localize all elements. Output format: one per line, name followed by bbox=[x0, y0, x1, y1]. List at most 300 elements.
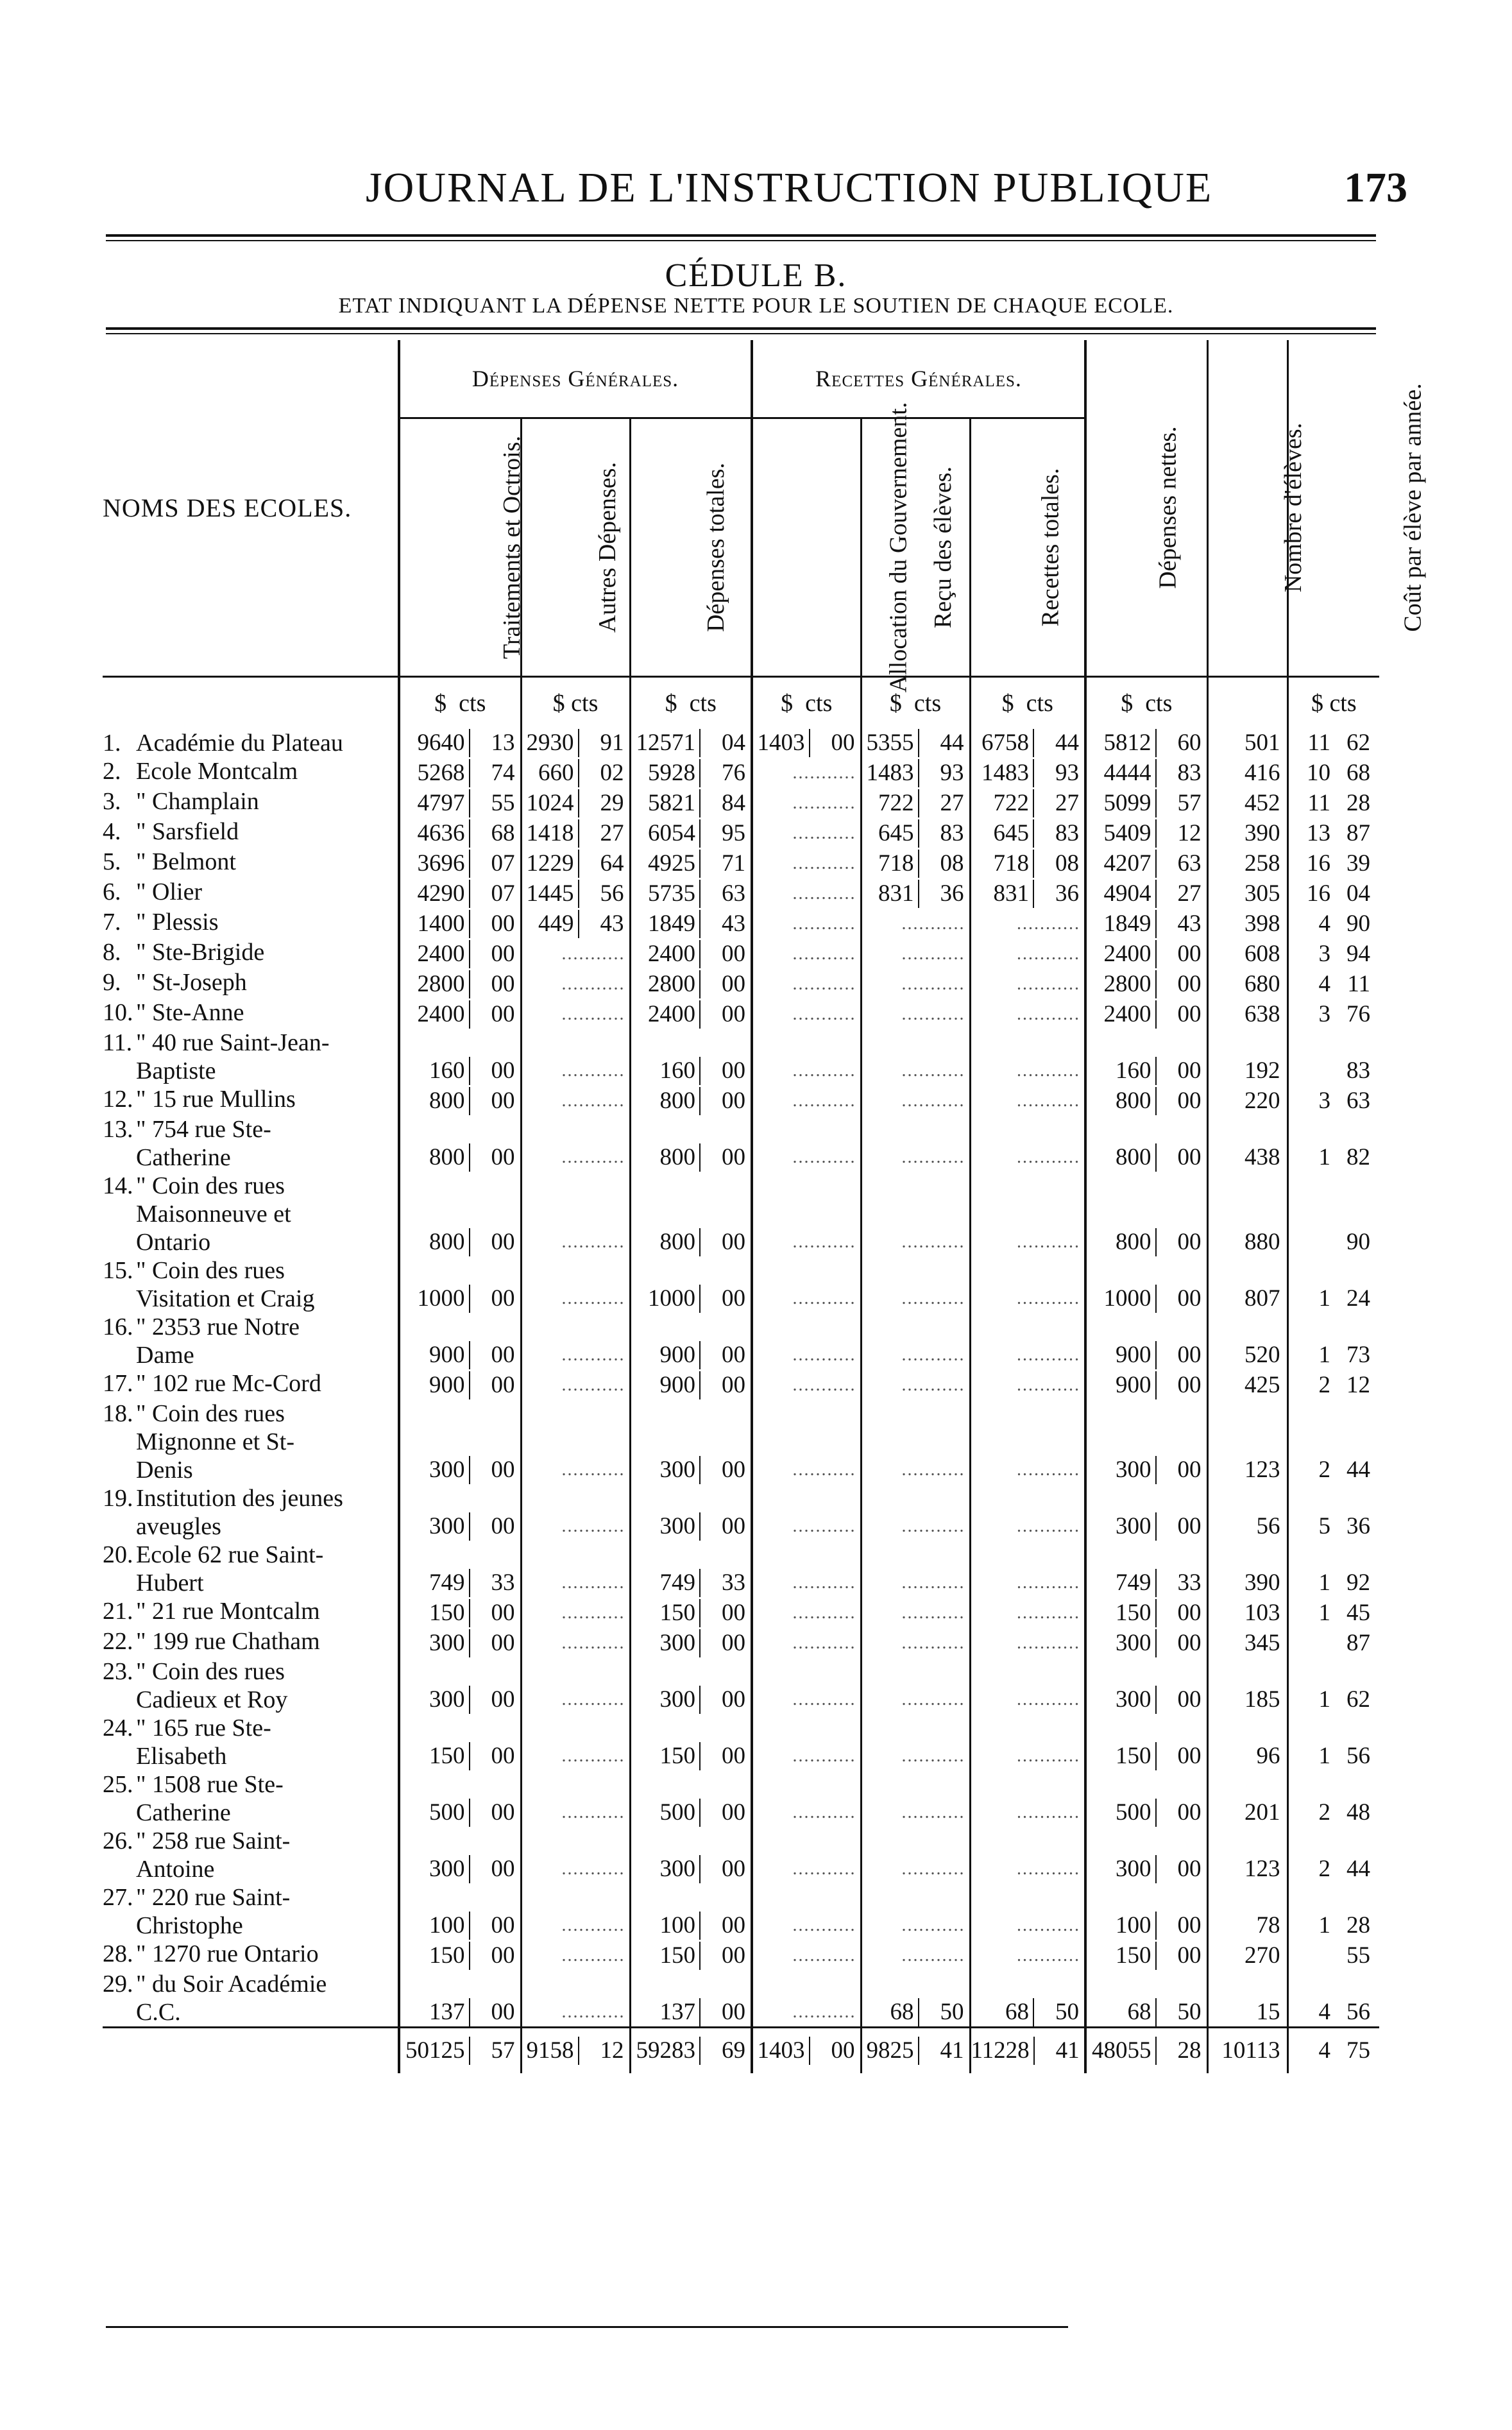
table-row bbox=[103, 1369, 1379, 1399]
autres-cell bbox=[521, 1313, 630, 1369]
leader-dots: ........... bbox=[792, 1946, 856, 1965]
rect-cell bbox=[970, 1484, 1085, 1541]
cents-value: 00 bbox=[1155, 940, 1203, 968]
rect-cell bbox=[970, 1085, 1085, 1115]
dollar-value: 160 bbox=[659, 1057, 696, 1084]
alloc-cell bbox=[752, 1313, 861, 1369]
autres-cell bbox=[521, 1172, 630, 1256]
autres-cell bbox=[521, 1484, 630, 1541]
dollar-value: 11228 bbox=[971, 2037, 1030, 2064]
dollar-value: 722 bbox=[993, 790, 1030, 816]
running-header bbox=[0, 164, 1512, 221]
bottom-rule bbox=[106, 2326, 1068, 2328]
dollar-value: 5099 bbox=[1103, 790, 1151, 816]
row-number: 5. bbox=[103, 848, 121, 875]
nombre-eleves-cell: 96 bbox=[1207, 1714, 1287, 1770]
dollar-value: 718 bbox=[993, 850, 1030, 877]
autres-cell bbox=[521, 1597, 630, 1627]
leader-dots: ........... bbox=[1017, 1859, 1081, 1879]
nettes-cell bbox=[1085, 1085, 1207, 1115]
traitements-header: Traitements et Octrois. bbox=[399, 418, 521, 677]
row-number: 6. bbox=[103, 878, 121, 905]
cents-value: 63 bbox=[699, 880, 747, 908]
leader-dots: ........... bbox=[901, 944, 965, 964]
cents-value: 76 bbox=[699, 759, 747, 787]
cents-value: 00 bbox=[699, 1855, 747, 1883]
alloc-cell bbox=[752, 908, 861, 938]
school-name: Ecole Montcalm bbox=[136, 758, 298, 785]
school-name-cell bbox=[103, 938, 399, 968]
leader-dots: ........... bbox=[901, 1061, 965, 1081]
dollar-value: 5735 bbox=[648, 880, 696, 907]
row-number: 15. bbox=[103, 1257, 133, 1284]
alloc-cell bbox=[752, 998, 861, 1029]
dep-cell bbox=[630, 817, 752, 848]
cents-value: 04 bbox=[1346, 880, 1371, 907]
school-name: " 1508 rue Ste-Catherine bbox=[136, 1771, 284, 1826]
dollar-value: 5268 bbox=[417, 760, 465, 786]
cents-value: 00 bbox=[1155, 1143, 1203, 1172]
dollar-value: 800 bbox=[1116, 1088, 1151, 1114]
dollar-value: 718 bbox=[878, 850, 914, 877]
leader-dots: ........... bbox=[901, 1802, 965, 1822]
leader-dots: ........... bbox=[792, 1232, 856, 1252]
dollar-value: 16 bbox=[1307, 880, 1331, 907]
dollar-value: 300 bbox=[429, 1513, 465, 1539]
cents-value: 00 bbox=[699, 1998, 747, 2026]
dollar-value: 749 bbox=[659, 1570, 696, 1596]
nettes-cell bbox=[1085, 1883, 1207, 1940]
autres-cell bbox=[521, 968, 630, 998]
cout-par-eleve-cell bbox=[1287, 1827, 1379, 1883]
cents-value: 00 bbox=[469, 970, 516, 998]
school-name-cell bbox=[103, 1029, 399, 1085]
cents-value: 36 bbox=[918, 880, 965, 908]
leader-dots: ........... bbox=[901, 1232, 965, 1252]
cents-value: 07 bbox=[469, 880, 516, 908]
cents-value: 69 bbox=[699, 2037, 747, 2065]
cents-value: 00 bbox=[699, 1143, 747, 1172]
cents-value: 41 bbox=[1033, 2037, 1081, 2065]
alloc-cell bbox=[752, 1369, 861, 1399]
dollar-value: 2400 bbox=[1103, 1001, 1151, 1027]
depenses-totales-header: Dépenses totales. bbox=[630, 418, 752, 677]
cents-value: 93 bbox=[918, 759, 965, 787]
dollar-value: 1 bbox=[1318, 1570, 1331, 1596]
dollar-value: 150 bbox=[1116, 1743, 1151, 1769]
school-name: " Coin des rues Maisonneuve et Ontario bbox=[136, 1172, 291, 1256]
nombre-eleves-cell: 608 bbox=[1207, 938, 1287, 968]
cents-value: 00 bbox=[469, 1057, 516, 1085]
cents-value: 00 bbox=[1155, 1371, 1203, 1399]
row-number: 9. bbox=[103, 969, 121, 996]
trait-cell bbox=[399, 1657, 521, 1714]
school-name: " Coin des rues Cadieux et Roy bbox=[136, 1658, 288, 1713]
leader-dots: ........... bbox=[1017, 1573, 1081, 1593]
school-name-cell bbox=[103, 729, 399, 757]
cents-value: 27 bbox=[918, 789, 965, 817]
dollar-value: 831 bbox=[878, 880, 914, 907]
leader-dots: ........... bbox=[901, 1091, 965, 1111]
recettes-totales-header: Recettes totales. bbox=[970, 418, 1085, 677]
alloc-cell bbox=[752, 1770, 861, 1827]
row-number: 22. bbox=[103, 1628, 133, 1655]
leader-dots: ........... bbox=[792, 853, 856, 873]
rect-cell bbox=[970, 968, 1085, 998]
rect-cell bbox=[970, 1627, 1085, 1657]
leader-dots: ........... bbox=[561, 1633, 625, 1653]
row-number: 17. bbox=[103, 1370, 133, 1397]
alloc-cell bbox=[752, 1085, 861, 1115]
leader-dots: ........... bbox=[792, 974, 856, 994]
rect-cell bbox=[970, 1313, 1085, 1369]
alloc-cell bbox=[752, 787, 861, 817]
row-number: 18. bbox=[103, 1400, 133, 1427]
leader-dots: ........... bbox=[561, 1915, 625, 1935]
dollar-value: 1 bbox=[1318, 1342, 1331, 1368]
rect-cell bbox=[970, 1597, 1085, 1627]
dollar-value: 5355 bbox=[866, 730, 914, 756]
nombre-eleves-cell: 638 bbox=[1207, 998, 1287, 1029]
dollar-value: 300 bbox=[1116, 1856, 1151, 1882]
nettes-cell bbox=[1085, 998, 1207, 1029]
leader-dots: ........... bbox=[792, 2002, 856, 2022]
table-row bbox=[103, 1657, 1379, 1714]
dollar-value: 1849 bbox=[648, 911, 696, 937]
leader-dots: ........... bbox=[901, 1633, 965, 1653]
cents-value: 00 bbox=[699, 1228, 747, 1256]
dollar-value: 1 bbox=[1318, 1912, 1331, 1938]
nettes-cell bbox=[1085, 1484, 1207, 1541]
nombre-eleves-cell: 258 bbox=[1207, 848, 1287, 878]
leader-dots: ........... bbox=[792, 763, 856, 783]
dollar-value: 300 bbox=[429, 1686, 465, 1713]
cents-value: 28 bbox=[1346, 1912, 1371, 1938]
autres-cell bbox=[521, 1657, 630, 1714]
dep-cell bbox=[630, 1627, 752, 1657]
alloc-cell bbox=[752, 1256, 861, 1313]
cents-value: 00 bbox=[1155, 1456, 1203, 1484]
table-row bbox=[103, 1541, 1379, 1597]
alloc-cell bbox=[752, 1115, 861, 1172]
dollar-value: 6054 bbox=[648, 820, 696, 846]
cents-value: 90 bbox=[1346, 911, 1371, 937]
dollar-value: 100 bbox=[1116, 1912, 1151, 1938]
cents-value: 56 bbox=[1346, 1999, 1371, 2025]
leader-dots: ........... bbox=[1017, 1375, 1081, 1395]
leader-dots: ........... bbox=[1017, 1802, 1081, 1822]
dep-cell bbox=[630, 1940, 752, 1970]
nettes-cell bbox=[1085, 1029, 1207, 1085]
nettes-cell bbox=[1085, 1313, 1207, 1369]
school-name: " 258 rue Saint-Antoine bbox=[136, 1827, 291, 1883]
rect-cell bbox=[970, 1714, 1085, 1770]
row-number: 16. bbox=[103, 1313, 133, 1340]
cents-value: 75 bbox=[1346, 2037, 1371, 2064]
school-name: " 15 rue Mullins bbox=[136, 1086, 296, 1113]
cents-value: 13 bbox=[469, 729, 516, 757]
autres-cell bbox=[521, 2028, 630, 2074]
school-name-cell bbox=[103, 1970, 399, 2028]
school-name-cell bbox=[103, 1770, 399, 1827]
recu-cell bbox=[861, 787, 970, 817]
cents-value: 00 bbox=[469, 1742, 516, 1770]
alloc-cell bbox=[752, 848, 861, 878]
dollar-value: 137 bbox=[659, 1999, 696, 2025]
cents-value: 82 bbox=[1346, 1144, 1371, 1170]
dollar-value: 3696 bbox=[417, 850, 465, 877]
dep-cell bbox=[630, 878, 752, 908]
dollar-value: 2800 bbox=[417, 971, 465, 997]
dollar-value: 9825 bbox=[866, 2037, 914, 2064]
autres-depenses-header: Autres Dépenses. bbox=[521, 418, 630, 677]
school-name-cell bbox=[103, 1115, 399, 1172]
table-row bbox=[103, 1115, 1379, 1172]
nettes-cell bbox=[1085, 848, 1207, 878]
trait-cell bbox=[399, 908, 521, 938]
cents-value: 48 bbox=[1346, 1799, 1371, 1826]
school-name-cell bbox=[103, 1883, 399, 1940]
recu-cell bbox=[861, 1115, 970, 1172]
table-top-rule-thin bbox=[106, 333, 1376, 334]
table-row bbox=[103, 817, 1379, 848]
leader-dots: ........... bbox=[901, 1375, 965, 1395]
rect-cell bbox=[970, 2028, 1085, 2074]
cents-value: 00 bbox=[1155, 1512, 1203, 1541]
dollar-value: 300 bbox=[1116, 1457, 1151, 1483]
dep-cell bbox=[630, 1883, 752, 1940]
cents-value: 56 bbox=[578, 880, 625, 908]
autres-cell bbox=[521, 757, 630, 787]
school-name-cell bbox=[103, 1399, 399, 1484]
unit-label: $ cts bbox=[521, 677, 630, 730]
cents-value: 00 bbox=[1155, 1686, 1203, 1714]
rect-cell bbox=[970, 878, 1085, 908]
leader-dots: ........... bbox=[792, 793, 856, 813]
dollar-value: 800 bbox=[429, 1144, 465, 1170]
header-rule-thin bbox=[106, 240, 1376, 241]
dep-cell bbox=[630, 938, 752, 968]
cents-value: 27 bbox=[1033, 789, 1080, 817]
dollar-value: 16 bbox=[1307, 850, 1331, 877]
leader-dots: ........... bbox=[561, 1859, 625, 1879]
recu-cell bbox=[861, 1085, 970, 1115]
rect-cell bbox=[970, 817, 1085, 848]
rect-cell bbox=[970, 938, 1085, 968]
trait-cell bbox=[399, 1313, 521, 1369]
school-name: " Coin des rues Mignonne et St-Denis bbox=[136, 1400, 294, 1484]
leader-dots: ........... bbox=[901, 1573, 965, 1593]
leader-dots: ........... bbox=[1017, 914, 1081, 934]
recu-cell bbox=[861, 817, 970, 848]
table-body bbox=[103, 677, 1379, 2074]
school-name: " St-Joseph bbox=[136, 969, 247, 996]
trait-cell bbox=[399, 968, 521, 998]
cout-par-eleve-cell bbox=[1287, 1770, 1379, 1827]
cout-par-eleve-cell bbox=[1287, 938, 1379, 968]
dollar-value: 50125 bbox=[405, 2037, 465, 2064]
dep-cell bbox=[630, 1256, 752, 1313]
nombre-eleves-cell: 345 bbox=[1207, 1627, 1287, 1657]
leader-dots: ........... bbox=[1017, 1915, 1081, 1935]
leader-dots: ........... bbox=[901, 1460, 965, 1480]
trait-cell bbox=[399, 878, 521, 908]
dep-cell bbox=[630, 1399, 752, 1484]
leader-dots: ........... bbox=[901, 1915, 965, 1935]
cents-value: 00 bbox=[699, 1456, 747, 1484]
rect-cell bbox=[970, 1883, 1085, 1940]
nombre-eleves-cell: 398 bbox=[1207, 908, 1287, 938]
cents-value: 39 bbox=[1346, 850, 1371, 877]
autres-cell bbox=[521, 1883, 630, 1940]
dep-cell bbox=[630, 787, 752, 817]
dollar-value: 160 bbox=[1116, 1057, 1151, 1084]
table-row bbox=[103, 757, 1379, 787]
dollar-value: 800 bbox=[429, 1088, 465, 1114]
allocation-header: Allocation du Gouvernement. bbox=[752, 418, 861, 677]
cout-par-eleve-cell bbox=[1287, 1714, 1379, 1770]
dollar-value: 900 bbox=[429, 1372, 465, 1398]
dep-cell bbox=[630, 998, 752, 1029]
dollar-value: 1024 bbox=[526, 790, 574, 816]
trait-cell bbox=[399, 729, 521, 757]
recu-cell bbox=[861, 1827, 970, 1883]
cents-value: 00 bbox=[699, 1000, 747, 1029]
dep-cell bbox=[630, 729, 752, 757]
recu-cell bbox=[861, 848, 970, 878]
leader-dots: ........... bbox=[901, 1345, 965, 1365]
leader-dots: ........... bbox=[792, 1147, 856, 1167]
nombre-eleves-cell: 78 bbox=[1207, 1883, 1287, 1940]
cout-par-eleve-cell bbox=[1287, 998, 1379, 1029]
autres-cell bbox=[521, 998, 630, 1029]
cents-value: 07 bbox=[469, 850, 516, 878]
nettes-cell bbox=[1085, 1597, 1207, 1627]
cents-value: 00 bbox=[1155, 1228, 1203, 1256]
cents-value: 94 bbox=[1346, 941, 1371, 967]
recu-cell bbox=[861, 1369, 970, 1399]
cents-value: 45 bbox=[1346, 1600, 1371, 1626]
dollar-value: 500 bbox=[1116, 1799, 1151, 1826]
dollar-value: 1483 bbox=[981, 760, 1030, 786]
table-row bbox=[103, 848, 1379, 878]
cents-value: 02 bbox=[578, 759, 625, 787]
cents-value: 00 bbox=[1155, 1285, 1203, 1313]
cents-value: 00 bbox=[1155, 1855, 1203, 1883]
dollar-value: 300 bbox=[659, 1856, 696, 1882]
cout-par-eleve-cell bbox=[1287, 908, 1379, 938]
nombre-eleves-cell: 880 bbox=[1207, 1172, 1287, 1256]
nombre-eleves-cell: 501 bbox=[1207, 729, 1287, 757]
cents-value: 63 bbox=[1346, 1088, 1371, 1114]
cents-value: 00 bbox=[469, 1456, 516, 1484]
unit-label: $ cts bbox=[1287, 677, 1379, 730]
nombre-eleves-cell: 680 bbox=[1207, 968, 1287, 998]
alloc-cell bbox=[752, 1714, 861, 1770]
nettes-cell bbox=[1085, 1657, 1207, 1714]
cents-value: 12 bbox=[1155, 819, 1203, 848]
depenses-nettes-header: Dépenses nettes. bbox=[1085, 340, 1207, 677]
rect-cell bbox=[970, 1369, 1085, 1399]
cents-value: 00 bbox=[699, 1341, 747, 1369]
recu-cell bbox=[861, 1029, 970, 1085]
table-row bbox=[103, 1770, 1379, 1827]
alloc-cell bbox=[752, 1172, 861, 1256]
unit-label: $ cts bbox=[861, 677, 970, 730]
leader-dots: ........... bbox=[561, 1516, 625, 1536]
recu-cell bbox=[861, 1541, 970, 1597]
cents-value: 87 bbox=[1346, 1630, 1371, 1656]
cents-value: 56 bbox=[1346, 1743, 1371, 1769]
dollar-value: 900 bbox=[429, 1342, 465, 1368]
dep-cell bbox=[630, 1115, 752, 1172]
school-name-cell bbox=[103, 1940, 399, 1970]
row-number: 26. bbox=[103, 1827, 133, 1854]
dollar-value: 4 bbox=[1318, 2037, 1331, 2064]
leader-dots: ........... bbox=[561, 1460, 625, 1480]
trait-cell bbox=[399, 1541, 521, 1597]
row-number: 12. bbox=[103, 1086, 133, 1113]
cout-par-eleve-cell bbox=[1287, 729, 1379, 757]
recu-cell bbox=[861, 1313, 970, 1369]
table-top-rule bbox=[106, 327, 1376, 330]
dollar-value: 10 bbox=[1307, 760, 1331, 786]
dollar-value: 2800 bbox=[1103, 971, 1151, 997]
row-number: 23. bbox=[103, 1658, 133, 1685]
cents-value: 36 bbox=[1346, 1513, 1371, 1539]
autres-cell bbox=[521, 729, 630, 757]
cents-value: 27 bbox=[578, 819, 625, 848]
leader-dots: ........... bbox=[792, 944, 856, 964]
alloc-cell bbox=[752, 729, 861, 757]
dep-cell bbox=[630, 1541, 752, 1597]
leader-dots: ........... bbox=[561, 1802, 625, 1822]
alloc-cell bbox=[752, 1940, 861, 1970]
cents-value: 36 bbox=[1033, 880, 1080, 908]
dollar-value: 4925 bbox=[648, 850, 696, 877]
cents-value: 87 bbox=[1346, 820, 1371, 846]
trait-cell bbox=[399, 1827, 521, 1883]
cents-value: 00 bbox=[809, 729, 856, 757]
nombre-eleves-cell: 425 bbox=[1207, 1369, 1287, 1399]
dollar-value: 4 bbox=[1318, 971, 1331, 997]
cout-par-eleve-cell bbox=[1287, 1313, 1379, 1369]
leader-dots: ........... bbox=[1017, 1633, 1081, 1653]
cents-value: 04 bbox=[699, 729, 747, 757]
cout-par-eleve-cell bbox=[1287, 1940, 1379, 1970]
cents-value: 00 bbox=[699, 1629, 747, 1657]
table-row bbox=[103, 998, 1379, 1029]
dep-cell bbox=[630, 1313, 752, 1369]
row-number: 21. bbox=[103, 1598, 133, 1625]
cedule-subtitle: ETAT INDIQUANT LA DÉPENSE NETTE POUR LE SOUTIEN DE CHAQUE ECOLE. bbox=[338, 294, 1174, 318]
cents-value: 57 bbox=[1155, 789, 1203, 817]
rect-cell bbox=[970, 1827, 1085, 1883]
row-number: 29. bbox=[103, 1971, 133, 1998]
cents-value: 00 bbox=[469, 910, 516, 938]
cents-value: 00 bbox=[699, 1371, 747, 1399]
autres-cell bbox=[521, 1115, 630, 1172]
cents-value: 00 bbox=[469, 1512, 516, 1541]
table-row bbox=[103, 1714, 1379, 1770]
school-name-cell bbox=[103, 817, 399, 848]
cout-par-eleve-cell bbox=[1287, 848, 1379, 878]
dollar-value: 645 bbox=[993, 820, 1030, 846]
dollar-value: 4 bbox=[1318, 1999, 1331, 2025]
dollar-value: 2 bbox=[1318, 1856, 1331, 1882]
trait-cell bbox=[399, 1627, 521, 1657]
nettes-cell bbox=[1085, 1541, 1207, 1597]
